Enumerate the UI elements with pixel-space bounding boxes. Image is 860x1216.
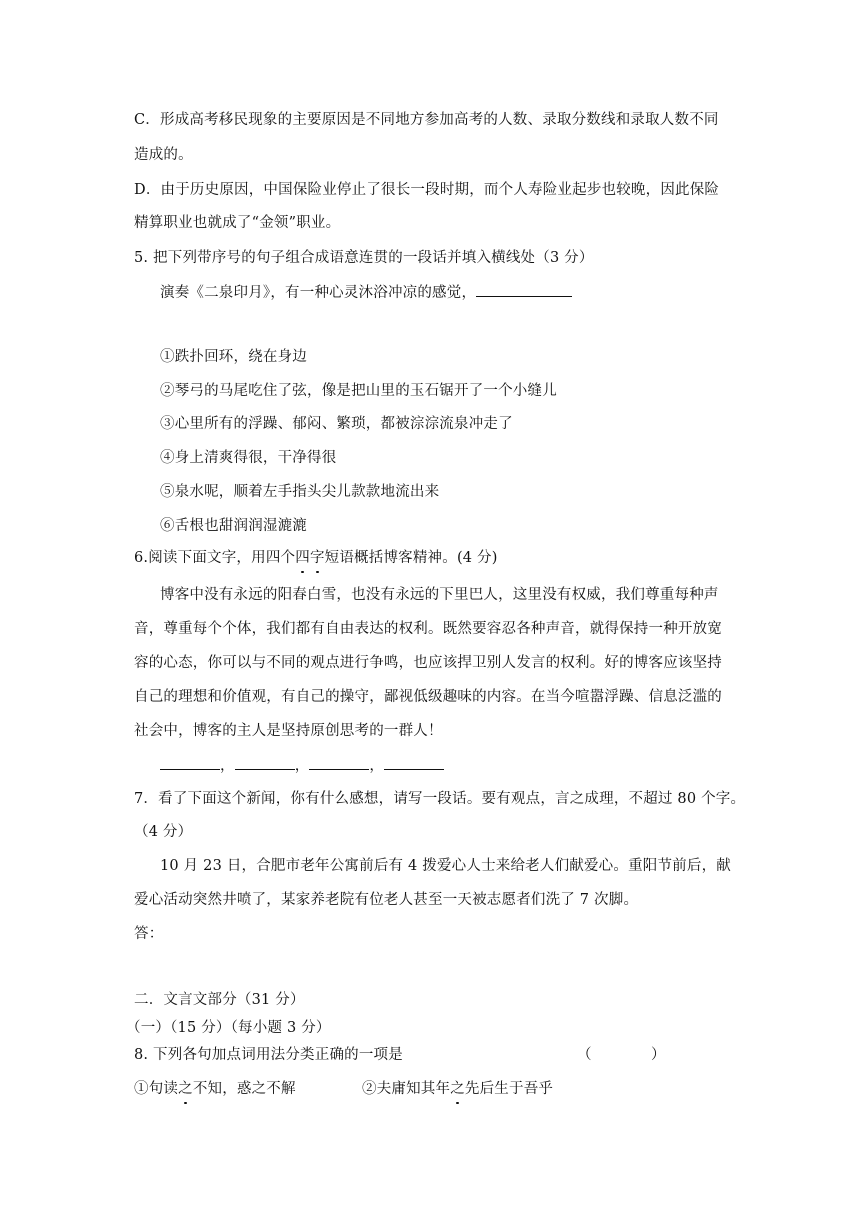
question-7-stem: 7．看了下面这个新闻，你有什么感想，请写一段话。要有观点，言之成理，不超过 80 个字。: [134, 791, 746, 807]
question-6-stem: [134, 548, 498, 568]
answer-blank[interactable]: [160, 755, 220, 770]
sentence-item: ②琴弓的马尾吃住了弦，像是把山里的玉石锯开了一个小缝儿: [160, 383, 557, 399]
question-5-intro: [160, 282, 572, 303]
news-line: 10 月 23 日，合肥市老年公寓前后有 4 拨爱心人士来给老人们献爱心。重阳节前后，献: [160, 858, 731, 874]
sentence-item: ①跌扑回环，绕在身边: [160, 349, 307, 365]
separator: ，: [220, 758, 235, 774]
separator: ，: [294, 758, 310, 774]
passage-line: 音，尊重每个个体，我们都有自由表达的权利。既然要容忍各种声音，就得保持一种开放宽: [134, 621, 722, 637]
passage-line: 自己的理想和价值观，有自己的操守，鄙视低级趣味的内容。在当今喧嚣浮躁、信息泛滥的: [134, 689, 722, 705]
dotted-char: 字: [309, 550, 325, 566]
answer-blank[interactable]: [235, 755, 295, 770]
option-d-line1: D．由于历史原因，中国保险业停止了很长一段时期，而个人寿险业起步也较晚，因此保险: [134, 182, 720, 198]
subsection-heading: （一）（15 分）（每小题 3 分）: [126, 1020, 331, 1036]
option-d-line2: 精算职业也就成了“金领”职业。: [134, 215, 341, 231]
item-text: ①句读: [134, 1081, 179, 1097]
question-6-stem-start: 6.阅读下面文字，用四个: [134, 550, 296, 566]
question-5-stem: 5. 把下列带序号的句子组合成语意连贯的一段话并填入横线处（3 分）: [134, 250, 594, 266]
passage-line: 博客中没有永远的阳春白雪，也没有永远的下里巴人，这里没有权威，我们尊重每种声: [160, 587, 719, 603]
question-8-item-1: [134, 1079, 296, 1099]
question-7-points: （4 分）: [134, 824, 193, 840]
option-c-line2: 造成的。: [134, 147, 193, 163]
news-line: 爱心活动突然井喷了，某家养老院有位老人甚至一天被志愿者们洗了 7 次脚。: [134, 892, 639, 908]
dotted-char: 四: [295, 550, 310, 566]
option-c-line1: C．形成高考移民现象的主要原因是不同地方参加高考的人数、录取分数线和录取人数不同: [134, 112, 719, 128]
sentence-item: ④身上清爽得很，干净得很: [160, 450, 337, 466]
item-text: 先后生于吾乎: [464, 1081, 554, 1097]
sentence-item: ⑤泉水呢，顺着左手指头尖儿款款地流出来: [160, 484, 440, 500]
question-6-stem-end: 短语概括博客精神。(4 分): [324, 550, 498, 566]
answer-blank[interactable]: [476, 282, 572, 297]
separator: ，: [369, 758, 385, 774]
passage-line: 社会中，博客的主人是坚持原创思考的一群人！: [134, 723, 443, 739]
dotted-char: 之: [178, 1081, 193, 1097]
sentence-item: ③心里所有的浮躁、郁闷、繁琐，都被淙淙流泉冲走了: [160, 416, 513, 432]
sentence-item: ⑥舌根也甜润润湿漉漉: [160, 518, 307, 534]
answer-blank[interactable]: [384, 755, 444, 770]
dotted-char: 之: [450, 1081, 465, 1097]
question-8-stem: 8. 下列各句加点词用法分类正确的一项是: [134, 1047, 403, 1063]
item-text: ②夫庸知其年: [362, 1081, 451, 1097]
section-heading: 二．文言文部分（31 分）: [134, 992, 305, 1008]
answer-paren-open: （: [577, 1047, 592, 1063]
question-5-intro-text: 演奏《二泉印月》，有一种心灵沐浴冲凉的感觉，: [160, 285, 477, 301]
answer-paren-close: ）: [651, 1047, 666, 1063]
passage-line: 容的心态，你可以与不同的观点进行争鸣，也应该捍卫别人发言的权利。好的博客应该坚持: [134, 655, 722, 671]
answer-blanks: [160, 755, 444, 776]
answer-label: 答：: [134, 926, 164, 942]
question-8-item-2: [362, 1079, 553, 1099]
answer-blank[interactable]: [309, 755, 369, 770]
item-text: 不知，惑之不解: [192, 1081, 296, 1097]
